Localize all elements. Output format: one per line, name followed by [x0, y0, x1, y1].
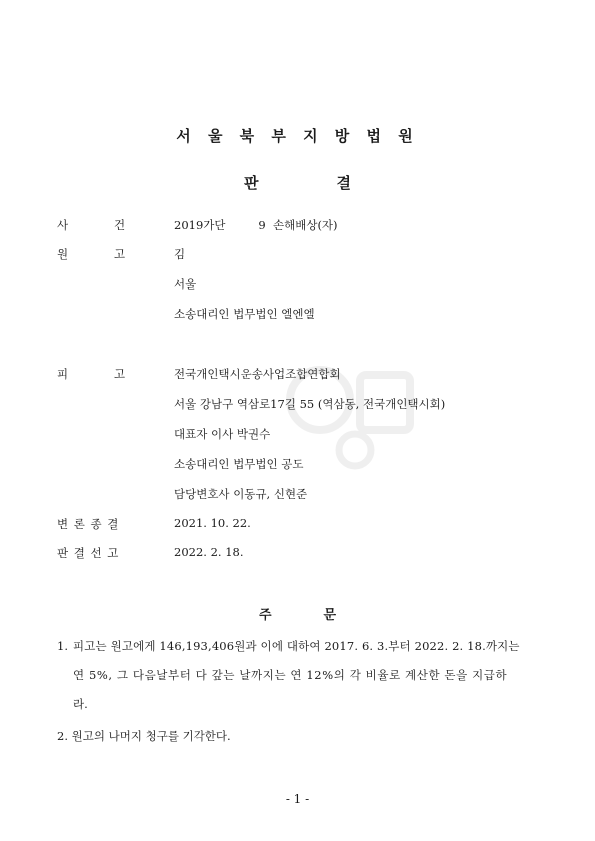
defendant-counsel: 소송대리인 법무법인 공도: [174, 457, 304, 471]
case-label-char-1: 사: [57, 218, 69, 232]
plaintiff-label-char-2: 고: [114, 247, 126, 261]
order-item-1-line-3: 라.: [73, 697, 88, 711]
order-item-1-number: 1.: [57, 639, 68, 653]
defendant-label: [57, 366, 125, 382]
closing-date: 2021. 10. 22.: [174, 516, 251, 530]
defendant-representative: 대표자 이사 박권수: [174, 427, 271, 441]
defendant-label-char-1: 피: [57, 367, 69, 381]
judgment-date: 2022. 2. 18.: [174, 545, 244, 559]
plaintiff-counsel: 소송대리인 법무법인 엘엔엘: [174, 307, 315, 321]
order-item-2-number: 2.: [57, 729, 68, 743]
document-title: [0, 172, 595, 193]
document-title-char-2: 결: [336, 174, 351, 192]
plaintiff-label-char-1: 원: [57, 247, 69, 261]
defendant-attorneys: 담당변호사 이동규, 신현준: [174, 487, 308, 501]
order-item-2-text: 원고의 나머지 청구를 기각한다.: [71, 729, 231, 743]
page-number: - 1 -: [285, 792, 310, 806]
closing-label: 변 론 종 결: [57, 517, 120, 531]
order-heading-char-1: 주: [258, 608, 272, 623]
order-item-1-line-2: 연 5%, 그 다음날부터 다 갚는 날까지는 연 12%의 각 비율로 계산한 돈을 지급하: [73, 668, 508, 682]
document-title-char-1: 판: [244, 174, 259, 192]
plaintiff-name: 김: [174, 247, 186, 261]
order-item-1-line-1: 피고는 원고에게 146,193,406원과 이에 대하여 2017. 6. 3.부터 2022. 2. 18.까지는: [73, 639, 520, 653]
defendant-label-char-2: 고: [114, 367, 126, 381]
case-number: 2019가단 9 손해배상(자): [174, 218, 338, 232]
plaintiff-address: 서울: [174, 277, 197, 291]
case-label-char-2: 건: [114, 218, 126, 232]
court-name: 서 울 북 부 지 방 법 원: [176, 127, 419, 145]
plaintiff-label: [57, 246, 125, 262]
order-item-2: [57, 722, 231, 751]
order-item-1: [57, 632, 545, 719]
defendant-name: 전국개인택시운송사업조합연합회: [174, 367, 341, 381]
order-heading-char-2: 문: [323, 608, 337, 623]
order-heading: [0, 604, 595, 623]
defendant-address: 서울 강남구 역삼로17길 55 (역삼동, 전국개인택시회): [174, 397, 446, 411]
judgment-date-label: 판 결 선 고: [57, 546, 120, 560]
case-label: [57, 217, 125, 233]
